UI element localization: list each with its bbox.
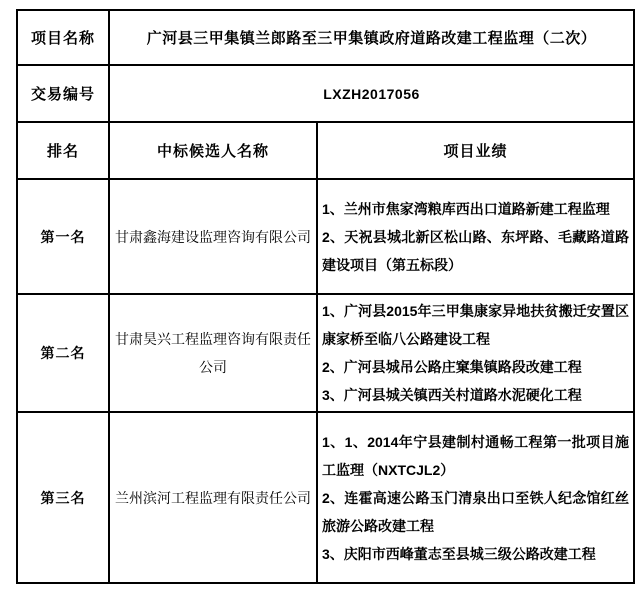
performance-list [317, 294, 634, 412]
project-name-value: 广河县三甲集镇兰郎路至三甲集镇政府道路改建工程监理（二次） [109, 10, 634, 65]
rank-cell-third: 第三名 [17, 412, 109, 583]
performance-item: 1、广河县2015年三甲集康家异地扶贫搬迁安置区康家桥至临八公路建设工程 [322, 303, 630, 347]
table-header-row [17, 122, 634, 179]
transaction-id-label: 交易编号 [17, 65, 109, 122]
transaction-id-value: LXZH2017056 [109, 65, 634, 122]
candidate-name: 兰州滨河工程监理有限责任公司 [109, 412, 317, 583]
column-header-performance: 项目业绩 [317, 122, 634, 179]
performance-item: 2、天祝县城北新区松山路、东坪路、毛藏路道路建设项目（第五标段） [322, 228, 630, 273]
table-row [17, 412, 634, 583]
performance-item: 3、广河县城关镇西关村道路水泥硬化工程 [322, 387, 582, 403]
rank-cell-first: 第一名 [17, 179, 109, 294]
candidate-name: 甘肃昊兴工程监理咨询有限责任公司 [109, 294, 317, 412]
table-row [17, 294, 634, 412]
candidate-name: 甘肃鑫海建设监理咨询有限公司 [109, 179, 317, 294]
performance-item: 3、庆阳市西峰董志至县城三级公路改建工程 [322, 545, 596, 562]
project-name-label: 项目名称 [17, 10, 109, 65]
transaction-id-row [17, 65, 634, 122]
table-row [17, 179, 634, 294]
performance-item: 1、1、2014年宁县建制村通畅工程第一批项目施工监理（NXTCJL2） [322, 433, 630, 478]
project-name-row [17, 10, 634, 65]
performance-item: 2、广河县城吊公路庄窠集镇路段改建工程 [322, 359, 582, 375]
column-header-rank: 排名 [17, 122, 109, 179]
column-header-candidate: 中标候选人名称 [109, 122, 317, 179]
rank-cell-second: 第二名 [17, 294, 109, 412]
performance-list [317, 179, 634, 294]
performance-item: 2、连霍高速公路玉门清泉出口至铁人纪念馆红丝旅游公路改建工程 [322, 489, 630, 534]
performance-item: 1、兰州市焦家湾粮库西出口道路新建工程监理 [322, 200, 610, 217]
bid-result-table [16, 9, 635, 584]
performance-list [317, 412, 634, 583]
